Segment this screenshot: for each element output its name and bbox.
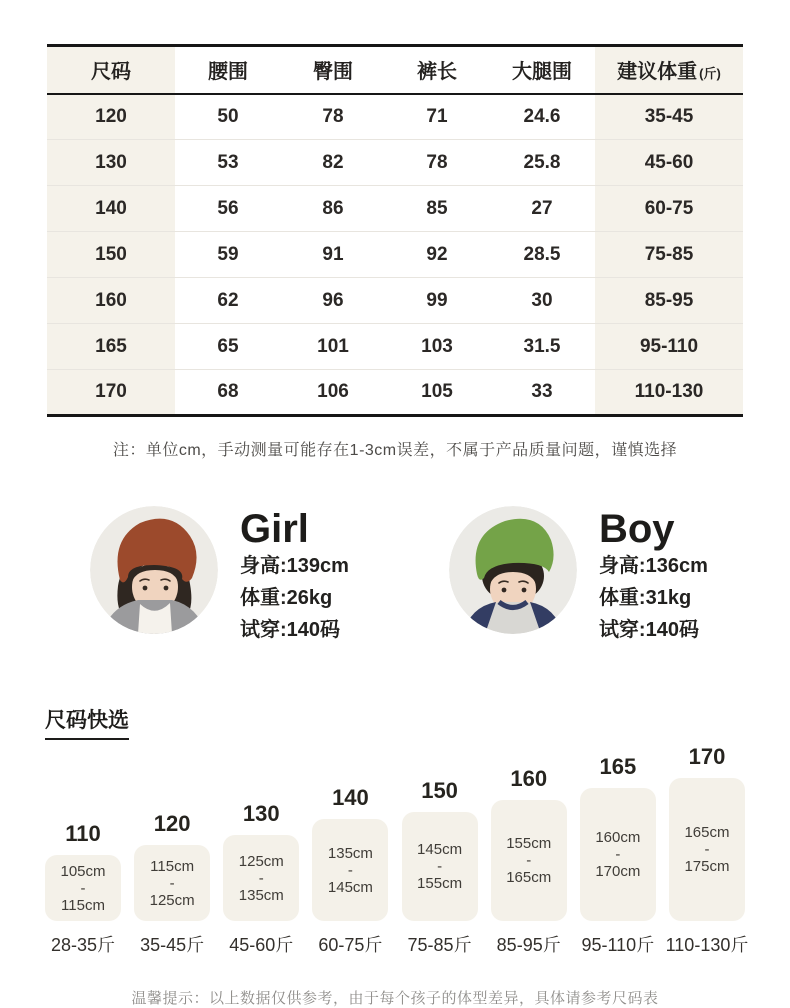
range-top: 135cm xyxy=(327,844,373,862)
cell-hip: 78 xyxy=(281,94,385,140)
bar-height-range xyxy=(328,845,373,896)
cell-length: 105 xyxy=(421,381,453,402)
girl-model-info xyxy=(240,506,349,646)
cell-weight: 95-110 xyxy=(595,324,743,370)
cell-thigh: 30 xyxy=(489,278,595,324)
range-bottom: 155cm xyxy=(417,875,463,892)
header-pants-length: 裤长 xyxy=(385,46,489,94)
cell-length: 78 xyxy=(385,140,489,186)
range-separator: - xyxy=(437,858,443,875)
bar-size-label: 165 xyxy=(599,754,637,779)
cell-waist: 53 xyxy=(175,140,281,186)
bar-height-range xyxy=(60,863,105,914)
table-row xyxy=(47,186,743,232)
cell-thigh: 33 xyxy=(531,381,553,402)
boy-model-card xyxy=(449,506,708,646)
cell-weight: 75-85 xyxy=(595,232,743,278)
bar-height-range xyxy=(595,829,640,880)
fit-models-section xyxy=(90,506,790,646)
cell-length: 71 xyxy=(385,94,489,140)
table-row xyxy=(47,140,743,186)
cell-weight: 85-95 xyxy=(595,278,743,324)
size-bar-120 xyxy=(134,811,210,957)
bar-weight-label: 45-60斤 xyxy=(229,935,294,955)
bar-height-range xyxy=(239,853,284,904)
size-table-header-row xyxy=(47,46,743,94)
cell-hip: 96 xyxy=(281,278,385,324)
range-bottom: 145cm xyxy=(327,878,373,896)
range-separator: - xyxy=(169,874,175,892)
cell-waist: 59 xyxy=(175,232,281,278)
boy-fit-size: 试穿:140码 xyxy=(598,619,699,641)
quick-select-title: 尺码快选 xyxy=(45,704,129,740)
range-top: 160cm xyxy=(595,829,641,846)
size-bar-140 xyxy=(312,785,388,957)
table-row xyxy=(47,232,743,278)
range-bottom: 115cm xyxy=(61,896,105,914)
range-top: 165cm xyxy=(684,824,730,841)
bar-weight-label: 85-95斤 xyxy=(496,935,561,955)
bar-height-range xyxy=(150,858,195,909)
cell-length: 92 xyxy=(385,232,489,278)
header-thigh: 大腿围 xyxy=(489,46,595,94)
header-suggested-weight-label: 建议体重 xyxy=(617,61,698,84)
size-bar-110 xyxy=(45,821,121,957)
cell-weight: 35-45 xyxy=(595,94,743,140)
range-separator: - xyxy=(704,841,710,858)
bar-size-label: 110 xyxy=(65,821,101,846)
cell-length: 99 xyxy=(385,278,489,324)
header-suggested-weight xyxy=(595,46,743,94)
boy-avatar-illustration xyxy=(449,506,577,634)
cell-waist: 56 xyxy=(175,186,281,232)
size-table xyxy=(47,44,743,417)
header-size: 尺码 xyxy=(47,46,175,94)
cell-waist: 50 xyxy=(175,94,281,140)
girl-weight: 体重:26kg xyxy=(240,587,333,609)
girl-avatar-illustration xyxy=(90,506,218,634)
range-bottom: 165cm xyxy=(506,869,552,886)
cell-size: 140 xyxy=(47,186,175,232)
bar-weight-label: 60-75斤 xyxy=(318,935,383,955)
bar-weight-label: 35-45斤 xyxy=(140,935,205,955)
girl-fit-size: 试穿:140码 xyxy=(240,619,341,641)
cell-weight: 60-75 xyxy=(595,186,743,232)
bar-box xyxy=(402,812,478,921)
girl-model-card xyxy=(90,506,349,646)
range-top: 115cm xyxy=(150,857,195,875)
bar-size-label: 130 xyxy=(242,801,280,826)
cell-hip: 101 xyxy=(281,324,385,370)
bar-box xyxy=(312,819,388,921)
cell-weight: 45-60 xyxy=(595,140,743,186)
girl-height: 身高:139cm xyxy=(240,555,349,577)
range-separator: - xyxy=(615,846,621,863)
boy-weight: 体重:31kg xyxy=(598,587,692,609)
range-separator: - xyxy=(526,852,532,869)
table-row xyxy=(47,370,743,416)
boy-model-info xyxy=(599,506,708,646)
size-bar-165 xyxy=(580,754,656,957)
bar-box xyxy=(491,800,567,921)
range-top: 105cm xyxy=(60,862,106,880)
bar-weight-label: 95-110斤 xyxy=(581,935,655,955)
cell-waist: 62 xyxy=(175,278,281,324)
bar-weight-label: 28-35斤 xyxy=(50,935,116,955)
table-row xyxy=(47,324,743,370)
cell-thigh: 27 xyxy=(489,186,595,232)
size-bars xyxy=(45,744,749,957)
bar-weight-label: 110-130斤 xyxy=(665,935,749,955)
size-bar-130 xyxy=(223,801,299,957)
boy-photo xyxy=(449,506,577,634)
table-row xyxy=(47,278,743,324)
cell-waist: 68 xyxy=(217,381,239,402)
girl-photo xyxy=(90,506,218,634)
cell-hip: 82 xyxy=(281,140,385,186)
bar-height-range xyxy=(417,841,462,892)
range-bottom: 125cm xyxy=(149,891,195,909)
boy-name: Boy xyxy=(598,507,675,551)
bar-height-range xyxy=(506,835,551,886)
bar-size-label: 140 xyxy=(332,785,369,810)
cell-hip: 86 xyxy=(281,186,385,232)
cell-thigh: 28.5 xyxy=(489,232,595,278)
footer-disclaimer: 温馨提示：以上数据仅供参考，由于每个孩子的体型差异，具体请参考尺码表 xyxy=(131,990,659,1007)
size-bar-160 xyxy=(491,766,567,957)
range-bottom: 175cm xyxy=(684,858,730,875)
bar-box xyxy=(669,778,745,921)
header-waist: 腰围 xyxy=(175,46,281,94)
cell-hip: 106 xyxy=(317,381,349,402)
bar-size-label: 160 xyxy=(510,766,548,791)
girl-name: Girl xyxy=(240,507,309,551)
weight-unit-label: (斤) xyxy=(699,66,721,82)
header-hip: 臀围 xyxy=(281,46,385,94)
cell-length: 103 xyxy=(385,324,489,370)
cell-thigh: 25.8 xyxy=(489,140,595,186)
range-top: 145cm xyxy=(417,841,463,858)
measurement-disclaimer: 注：单位cm，手动测量可能存在1-3cm误差，不属于产品质量问题，谨慎选择 xyxy=(112,442,678,459)
size-bar-150 xyxy=(402,778,478,957)
size-bar-170 xyxy=(665,744,749,957)
cell-size: 130 xyxy=(47,140,175,186)
cell-size: 170 xyxy=(47,370,175,416)
bar-box xyxy=(580,788,656,921)
cell-hip: 91 xyxy=(281,232,385,278)
bar-height-range xyxy=(684,824,729,875)
range-top: 125cm xyxy=(238,852,284,870)
range-separator: - xyxy=(347,861,353,879)
bar-box xyxy=(45,855,121,921)
cell-weight: 110-130 xyxy=(595,370,743,416)
cell-length: 85 xyxy=(385,186,489,232)
range-separator: - xyxy=(258,869,264,887)
table-row xyxy=(47,94,743,140)
range-separator: - xyxy=(80,879,86,897)
size-quick-select-section xyxy=(45,704,749,957)
bar-size-label: 120 xyxy=(153,811,191,836)
cell-size: 165 xyxy=(47,324,175,370)
cell-size: 120 xyxy=(47,94,175,140)
bar-size-label: 150 xyxy=(421,778,458,803)
cell-thigh: 24.6 xyxy=(489,94,595,140)
cell-size: 150 xyxy=(47,232,175,278)
bar-box xyxy=(134,845,210,921)
bar-size-label: 170 xyxy=(688,744,726,769)
range-top: 155cm xyxy=(506,835,552,852)
range-bottom: 135cm xyxy=(238,886,284,904)
range-bottom: 170cm xyxy=(595,863,641,880)
bar-box xyxy=(223,835,299,921)
cell-thigh: 31.5 xyxy=(489,324,595,370)
cell-waist: 65 xyxy=(175,324,281,370)
boy-height: 身高:136cm xyxy=(598,555,708,577)
cell-size: 160 xyxy=(47,278,175,324)
bar-weight-label: 75-85斤 xyxy=(407,935,472,955)
